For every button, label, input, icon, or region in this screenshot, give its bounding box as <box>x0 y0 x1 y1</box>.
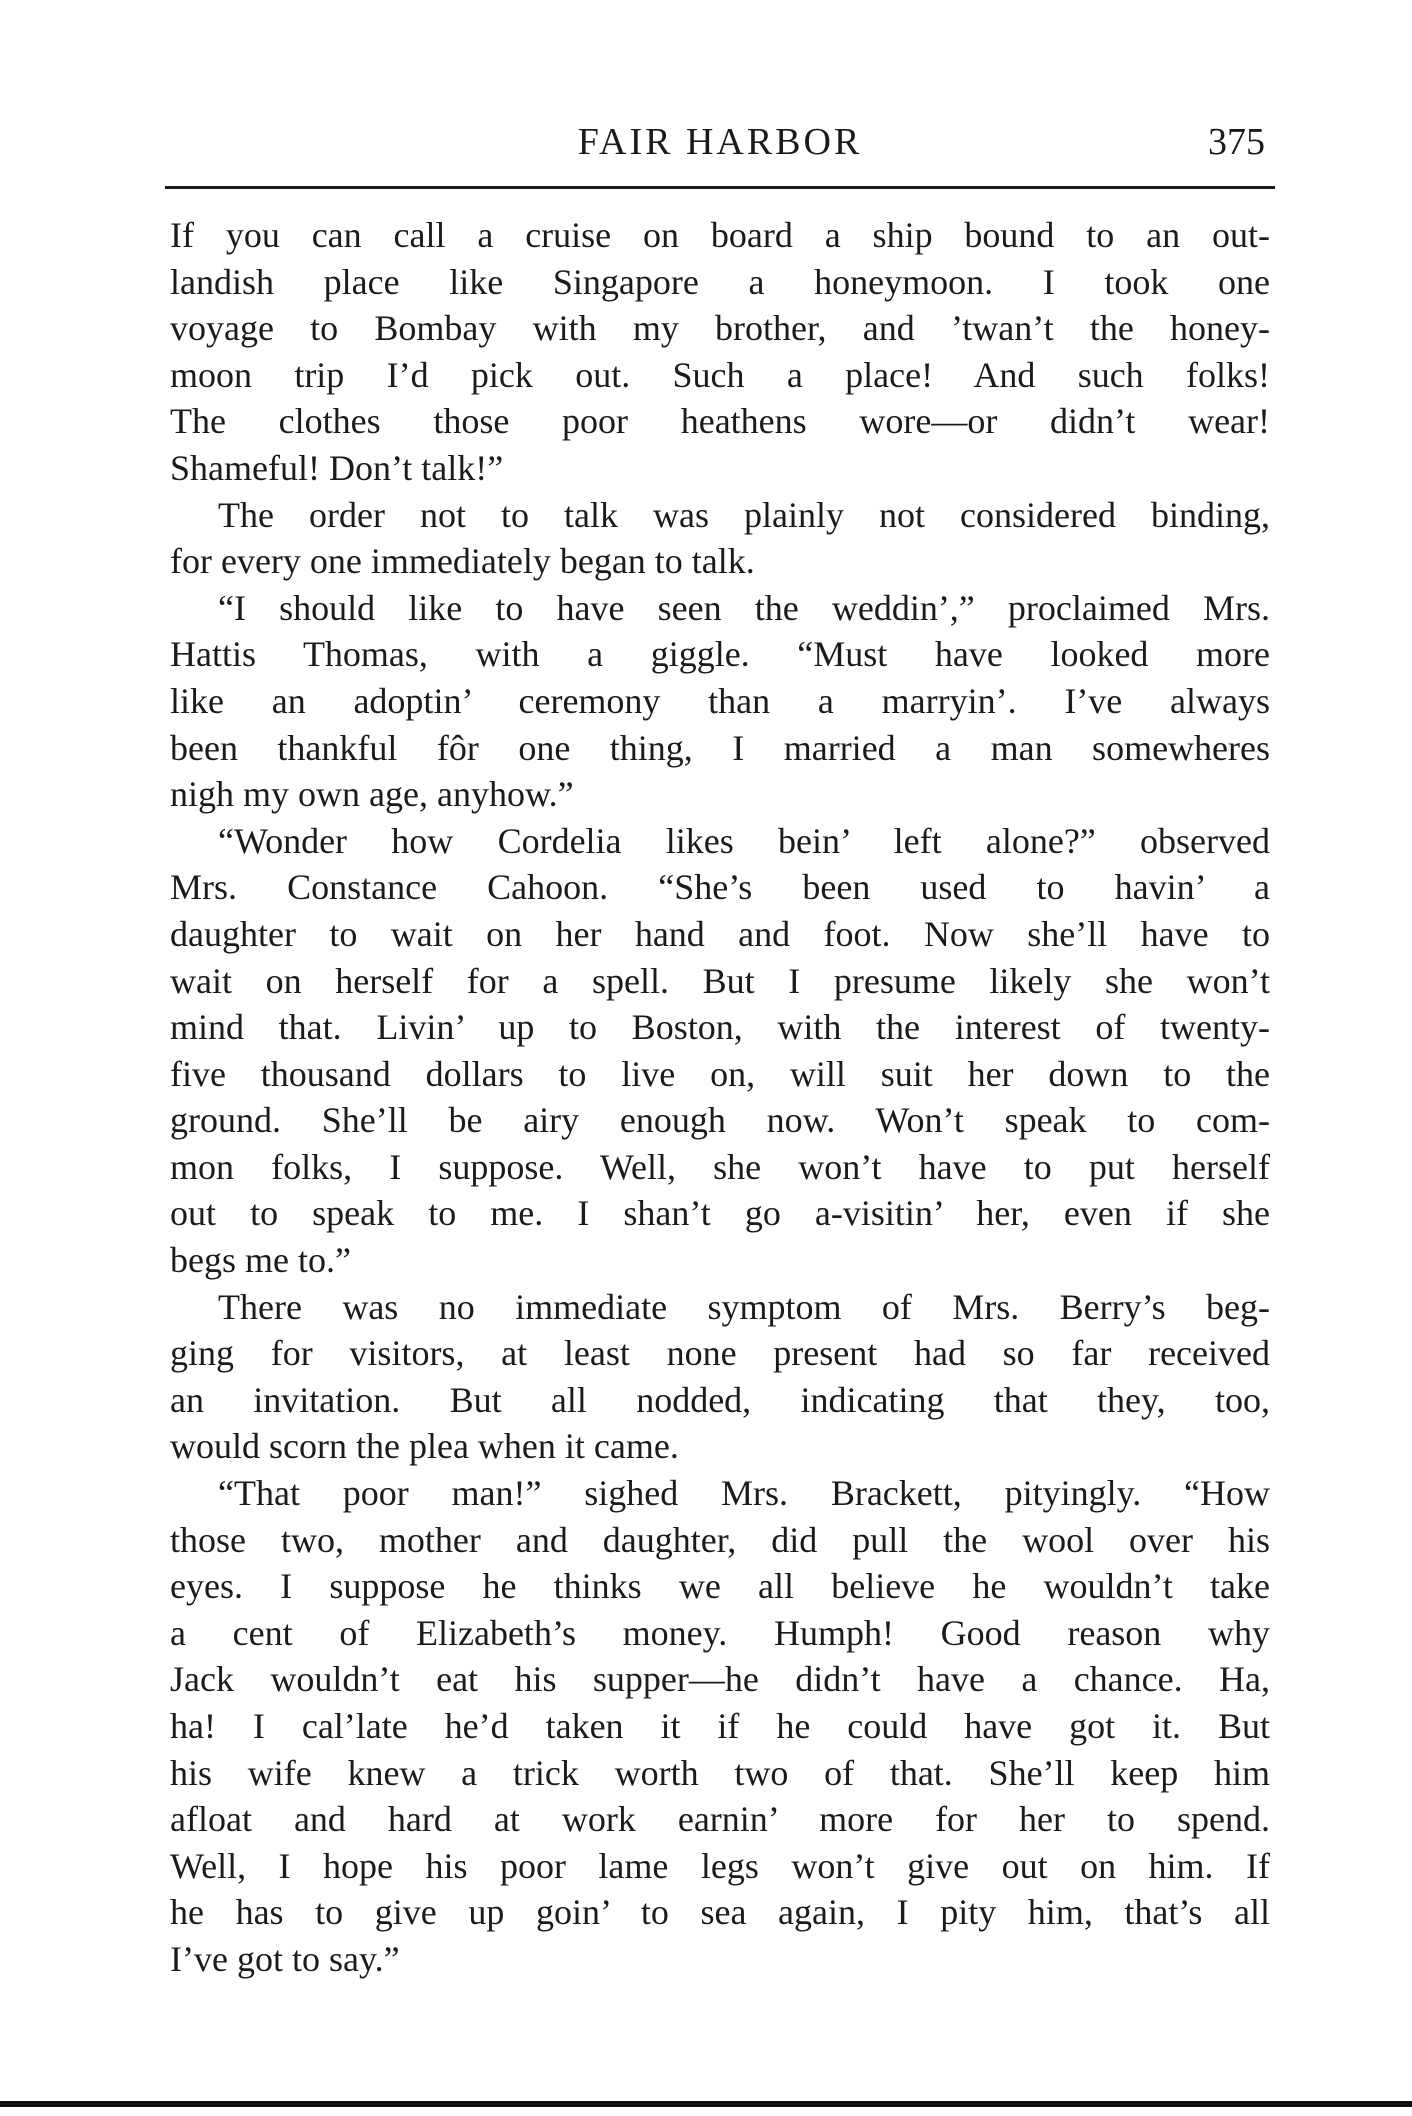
running-head <box>165 118 1275 178</box>
text-line: like an adoptin’ ceremony than a marryin’. I’ve always <box>170 680 1270 721</box>
text-line: his wife knew a trick worth two of that. She’ll keep him <box>170 1752 1270 1793</box>
text-line: eyes. I suppose he thinks we all believe he wouldn’t take <box>170 1566 1270 1607</box>
text-line: ha! I cal’late he’d taken it if he could have got it. But <box>170 1706 1270 1746</box>
text-line: would scorn the plea when it came. <box>170 1426 679 1467</box>
text-line: for every one immediately began to talk. <box>170 541 755 582</box>
text-line: he has to give up goin’ to sea again, I pity him, that’s all <box>170 1892 1270 1933</box>
text-line: a cent of Elizabeth’s money. Humph! Good reason why <box>170 1612 1270 1653</box>
text-line: “I should like to have seen the weddin’,” proclaimed Mrs. <box>218 587 1270 628</box>
text-line: those two, mother and daughter, did pull the wool over his <box>170 1519 1270 1560</box>
text-line: “Wonder how Cordelia likes bein’ left alone?” observed <box>218 820 1270 861</box>
text-line: I’ve got to say.” <box>170 1938 400 1979</box>
text-line: five thousand dollars to live on, will suit her down to the <box>170 1053 1270 1094</box>
text-line: Mrs. Constance Cahoon. “She’s been used to havin’ a <box>170 867 1270 908</box>
text-line: mind that. Livin’ up to Boston, with the interest of twenty- <box>170 1007 1270 1048</box>
scan-bottom-edge <box>0 2101 1412 2107</box>
text-line: landish place like Singapore a honeymoon. I took one <box>170 261 1270 302</box>
text-line: an invitation. But all nodded, indicating that they, too, <box>170 1379 1270 1420</box>
text-line: nigh my own age, anyhow.” <box>170 774 574 815</box>
text-line: mon folks, I suppose. Well, she won’t have to put herself <box>170 1146 1270 1187</box>
text-line: begs me to.” <box>170 1240 351 1281</box>
body-text <box>170 212 1270 1983</box>
text-line: The clothes those poor heathens wore—or didn’t wear! <box>170 401 1270 442</box>
text-line: ging for visitors, at least none present had so far received <box>170 1333 1270 1374</box>
text-line: Well, I hope his poor lame legs won’t give out on him. If <box>170 1845 1270 1886</box>
header-rule <box>165 186 1275 189</box>
text-line: been thankful fôr one thing, I married a man somewheres <box>170 727 1270 768</box>
page-number: 375 <box>1208 121 1265 163</box>
text-line: There was no immediate symptom of Mrs. Berry’s beg- <box>218 1286 1270 1327</box>
text-line: moon trip I’d pick out. Such a place! And such folks! <box>170 354 1270 395</box>
text-line: Hattis Thomas, with a giggle. “Must have looked more <box>170 634 1270 675</box>
text-line: Jack wouldn’t eat his supper—he didn’t have a chance. Ha, <box>170 1659 1270 1700</box>
text-line: If you can call a cruise on board a ship bound to an out- <box>170 215 1270 255</box>
text-line: Shameful! Don’t talk!” <box>170 447 504 488</box>
text-line: wait on herself for a spell. But I presume likely she won’t <box>170 960 1270 1001</box>
text-line: The order not to talk was plainly not considered binding, <box>218 494 1270 535</box>
text-line: out to speak to me. I shan’t go a-visitin’ her, even if she <box>170 1193 1270 1234</box>
text-line: “That poor man!” sighed Mrs. Brackett, pityingly. “How <box>218 1473 1270 1514</box>
running-title: FAIR HARBOR <box>577 121 863 163</box>
text-line: ground. She’ll be airy enough now. Won’t speak to com- <box>170 1100 1270 1141</box>
text-line: afloat and hard at work earnin’ more for her to spend. <box>170 1799 1270 1840</box>
text-line: daughter to wait on her hand and foot. Now she’ll have to <box>170 913 1270 954</box>
text-line: voyage to Bombay with my brother, and ’twan’t the honey- <box>170 308 1270 349</box>
